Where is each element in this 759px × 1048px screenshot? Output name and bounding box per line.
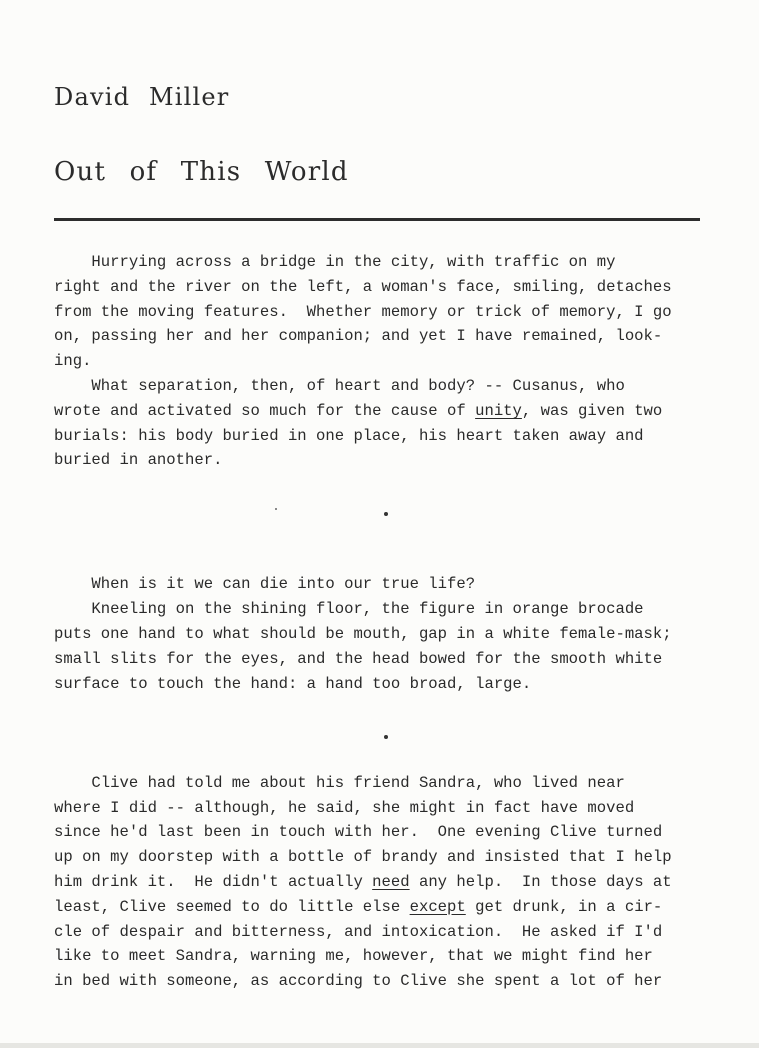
section-separator [54, 498, 734, 523]
text-line [54, 399, 734, 424]
paragraph-mask [54, 572, 734, 696]
text-line: where I did -- although, he said, she might in fact have moved [54, 798, 635, 817]
author-name: David Miller [54, 83, 230, 111]
text-line: Clive had told me about his friend Sandra, who lived near [54, 773, 625, 792]
text-line: in bed with someone, as according to Clive she spent a lot of her [54, 972, 663, 991]
underlined-word-unity: unity [475, 401, 522, 420]
text-run: , was given two [521, 401, 663, 420]
paragraph-bridge [54, 250, 734, 374]
page-bottom-edge [0, 1043, 759, 1048]
text-line: buried in another. [54, 451, 223, 470]
text-line: Hurrying across a bridge in the city, with traffic on my [54, 253, 616, 271]
text-line: small slits for the eyes, and the head bowed for the smooth white [54, 649, 663, 668]
text-line: When is it we can die into our true life? [54, 575, 476, 594]
text-line: puts one hand to what should be mouth, gap in a white female-mask; [54, 624, 672, 643]
text-run: least, Clive seemed to do little else [54, 897, 410, 916]
text-line: burials: his body buried in one place, his heart taken away and [54, 426, 644, 445]
underlined-word-need: need [372, 872, 410, 891]
text-line: since he'd last been in touch with her. One evening Clive turned [54, 823, 663, 842]
underlined-word-except: except [409, 897, 466, 916]
text-run: him drink it. He didn't actually [54, 872, 373, 891]
text-line: up on my doorstep with a bottle of brandy and insisted that I help [54, 848, 672, 867]
text-line [54, 870, 734, 895]
blank-line [54, 746, 734, 771]
text-line: ing. [54, 352, 92, 371]
paragraph-cusanus [54, 374, 734, 473]
text-line: like to meet Sandra, warning me, however, that we might find her [54, 947, 653, 966]
text-line [54, 895, 734, 920]
text-line: surface to touch the hand: a hand too broad, large. [54, 674, 532, 693]
blank-line [54, 696, 734, 721]
text-line: from the moving features. Whether memory or trick of memory, I go [54, 302, 672, 321]
separator-dot [384, 735, 388, 739]
text-line: on, passing her and her companion; and yet I have remained, look- [54, 327, 663, 346]
section-separator [54, 721, 734, 746]
ink-speck [275, 508, 277, 510]
text-run: get drunk, in a cir- [465, 897, 663, 916]
body-text [54, 250, 734, 994]
text-line: Kneeling on the shining floor, the figure in orange brocade [54, 600, 644, 619]
text-line: What separation, then, of heart and body? -- Cusanus, who [54, 376, 625, 395]
blank-space [54, 523, 734, 573]
separator-dot [384, 512, 388, 516]
text-line: right and the river on the left, a woman's face, smiling, detaches [54, 277, 672, 296]
text-line: cle of despair and bitterness, and intoxication. He asked if I'd [54, 922, 663, 941]
piece-title: Out of This World [54, 157, 349, 187]
blank-line [54, 473, 734, 498]
paragraph-clive [54, 771, 734, 994]
text-run: any help. In those days at [409, 872, 672, 891]
title-rule [54, 218, 700, 221]
text-run: wrote and activated so much for the cause of [54, 401, 476, 420]
